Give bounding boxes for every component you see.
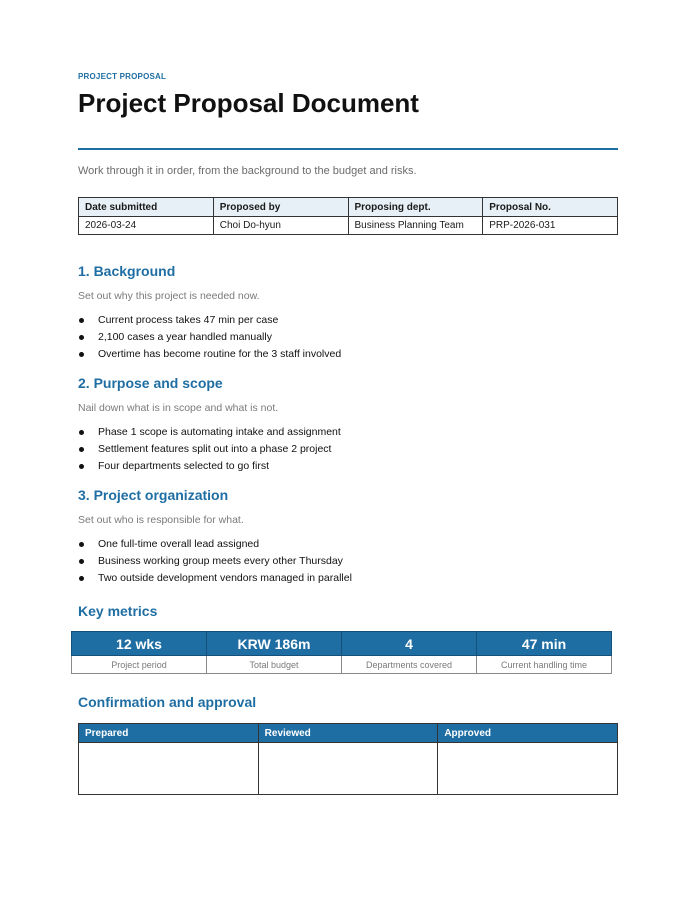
section-description: Set out who is responsible for what.: [78, 514, 244, 526]
list-item-text: Settlement features split out into a phase 2 project: [98, 443, 332, 455]
meta-value-number: PRP-2026-031: [483, 217, 618, 235]
title-divider: [78, 148, 618, 150]
list-item: [78, 458, 341, 475]
bullet-icon: [79, 352, 84, 357]
table-header-row: [79, 198, 618, 217]
metric-labels-row: [72, 656, 612, 674]
section-heading-purpose: 2. Purpose and scope: [78, 375, 223, 391]
meta-value-date: 2026-03-24: [79, 217, 214, 235]
bullet-icon: [79, 576, 84, 581]
bullet-icon: [79, 335, 84, 340]
list-item: [78, 346, 341, 363]
list-item-text: Business working group meets every other Thursday: [98, 555, 343, 567]
bullet-icon: [79, 542, 84, 547]
meta-value-dept: Business Planning Team: [348, 217, 483, 235]
bullet-icon: [79, 430, 84, 435]
proposal-info-table: [78, 197, 618, 235]
approval-header-prepared: Prepared: [79, 724, 259, 743]
approval-heading: Confirmation and approval: [78, 694, 257, 710]
list-item-text: Two outside development vendors managed in parallel: [98, 572, 352, 584]
section-description: Set out why this project is needed now.: [78, 290, 260, 302]
metric-value-budget: KRW 186m: [207, 632, 342, 656]
document-intro: Work through it in order, from the background to the budget and risks.: [78, 165, 417, 177]
meta-header-dept: Proposing dept.: [348, 198, 483, 217]
metric-label-handling-time: Current handling time: [477, 656, 612, 674]
meta-header-date: Date submitted: [79, 198, 214, 217]
metric-value-period: 12 wks: [72, 632, 207, 656]
signature-box-approved: [438, 743, 618, 795]
list-item-text: One full-time overall lead assigned: [98, 538, 260, 550]
approval-header-row: [79, 724, 618, 743]
meta-value-proposer: Choi Do-hyun: [213, 217, 348, 235]
list-item: [78, 536, 352, 553]
section-heading-background: 1. Background: [78, 263, 176, 279]
metric-values-row: [72, 632, 612, 656]
bullet-list: [78, 312, 341, 363]
signature-box-prepared: [79, 743, 259, 795]
section-heading-organization: 3. Project organization: [78, 487, 229, 503]
list-item: [78, 441, 341, 458]
approval-signature-row: [79, 743, 618, 795]
bullet-icon: [79, 318, 84, 323]
approval-header-reviewed: Reviewed: [258, 724, 438, 743]
signature-box-reviewed: [258, 743, 438, 795]
metric-label-departments: Departments covered: [342, 656, 477, 674]
metric-label-budget: Total budget: [207, 656, 342, 674]
section-description: Nail down what is in scope and what is not.: [78, 402, 279, 414]
bullet-icon: [79, 447, 84, 452]
bullet-list: [78, 536, 352, 587]
bullet-icon: [79, 464, 84, 469]
list-item-text: 2,100 cases a year handled manually: [98, 331, 272, 343]
list-item: [78, 424, 341, 441]
list-item: [78, 570, 352, 587]
document-kicker: PROJECT PROPOSAL: [78, 72, 167, 81]
metric-label-period: Project period: [72, 656, 207, 674]
approval-header-approved: Approved: [438, 724, 618, 743]
meta-header-number: Proposal No.: [483, 198, 618, 217]
metric-value-departments: 4: [342, 632, 477, 656]
metric-value-handling-time: 47 min: [477, 632, 612, 656]
list-item: [78, 312, 341, 329]
bullet-list: [78, 424, 341, 475]
meta-header-proposer: Proposed by: [213, 198, 348, 217]
list-item: [78, 553, 352, 570]
list-item-text: Four departments selected to go first: [98, 460, 269, 472]
key-metrics-heading: Key metrics: [78, 603, 158, 619]
bullet-icon: [79, 559, 84, 564]
list-item-text: Current process takes 47 min per case: [98, 314, 279, 326]
table-row: [79, 217, 618, 235]
list-item: [78, 329, 341, 346]
document-title: Project Proposal Document: [78, 88, 419, 118]
key-metrics-table: [71, 631, 612, 674]
approval-table: [78, 723, 618, 795]
list-item-text: Overtime has become routine for the 3 staff involved: [98, 348, 342, 360]
list-item-text: Phase 1 scope is automating intake and assignment: [98, 426, 341, 438]
